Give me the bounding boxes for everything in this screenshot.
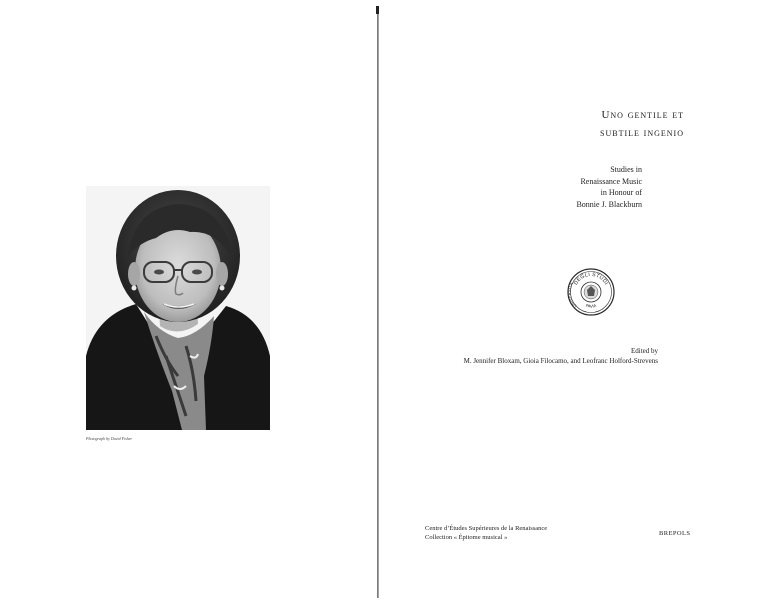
- subtitle-line: Renaissance Music: [580, 176, 642, 186]
- seal-side-text: UNIVERSITÀ: [567, 281, 578, 309]
- seal-top-text: DEGLI STUDI: [573, 271, 610, 287]
- portrait-photo: [86, 186, 270, 430]
- seal-bottom-text: PAVIA: [585, 302, 597, 309]
- subtitle-line: in Honour of: [600, 188, 642, 197]
- subtitle-line: Studies in: [610, 165, 642, 174]
- collection-name: Collection « Épitome musical »: [425, 534, 508, 541]
- editors-list: M. Jennifer Bloxam, Gioia Filocamo, and Leofranc Holford-Strevens: [463, 357, 658, 365]
- book-subtitle: [576, 164, 642, 210]
- page-gutter: [377, 10, 379, 598]
- gutter-mark: [376, 6, 379, 14]
- edited-by-label: Edited by: [630, 347, 658, 355]
- subtitle-line: Bonnie J. Blackburn: [576, 199, 642, 209]
- university-seal-icon: [567, 268, 615, 316]
- series-info: [425, 524, 547, 542]
- photo-credit: Photograph by David Fisher: [86, 436, 133, 441]
- book-title-line-1: Uno gentile et: [601, 109, 684, 121]
- publisher-name: BREPOLS: [659, 530, 691, 537]
- centre-name: Centre d’Études Supérieures de la Renaissance: [425, 525, 548, 532]
- book-title-line-2: subtile ingenio: [600, 127, 684, 139]
